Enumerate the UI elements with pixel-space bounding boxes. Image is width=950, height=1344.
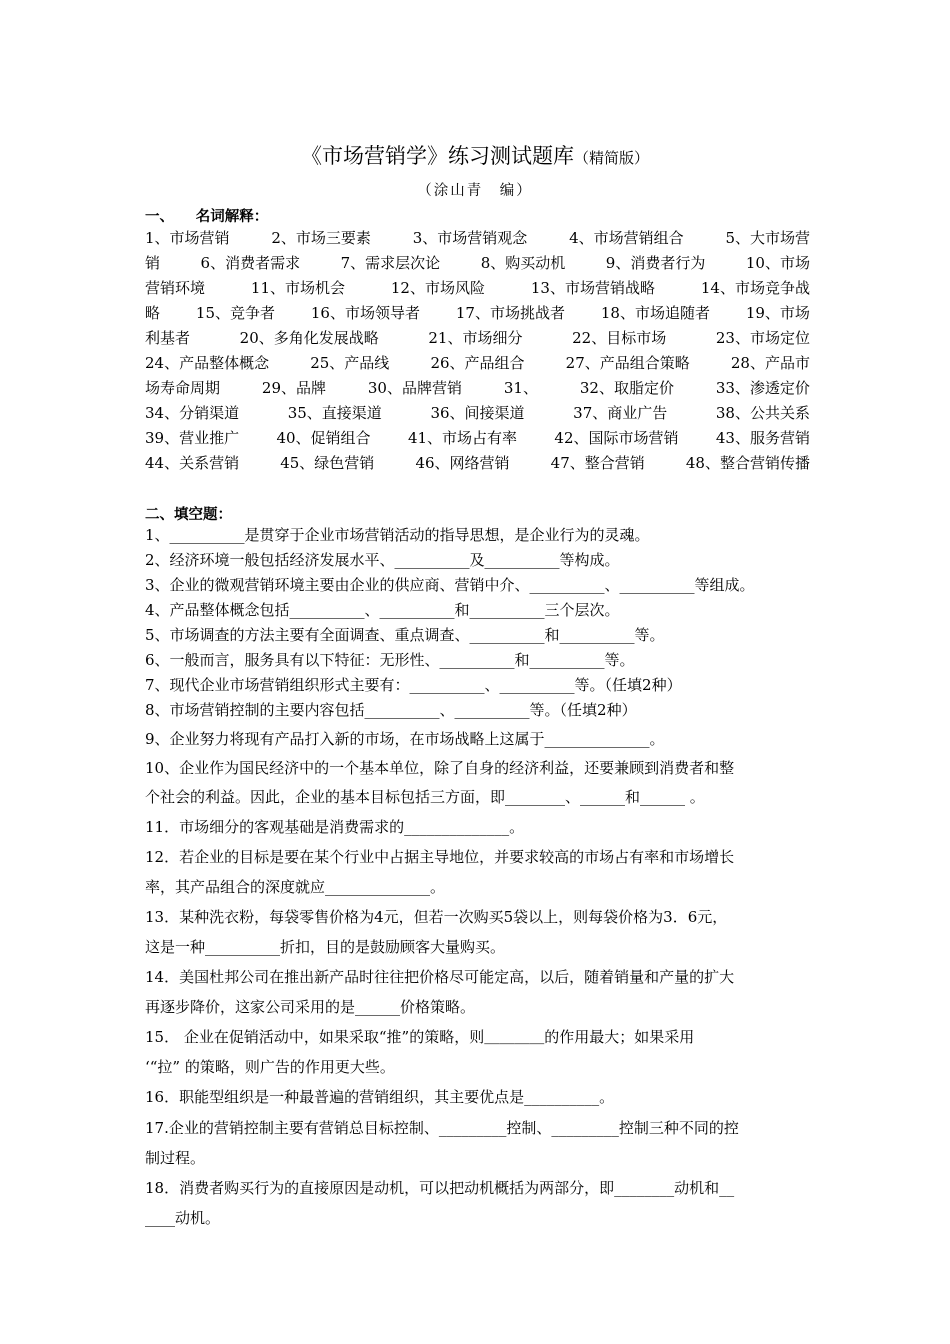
term-item: 11、市场机会 bbox=[250, 279, 345, 297]
fill-question-line: 5、市场调查的方法主要有全面调查、重点调查、__________和__________等。 bbox=[145, 626, 665, 644]
term-item: 销 bbox=[145, 254, 161, 272]
term-row bbox=[145, 303, 810, 328]
term-item: 26、产品组合 bbox=[430, 354, 525, 372]
term-item: 1、市场营销 bbox=[145, 229, 230, 247]
term-item: 22、目标市场 bbox=[572, 329, 667, 347]
fill-question-line: 这是一种__________折扣，目的是鼓励顾客大量购买。 bbox=[145, 938, 506, 956]
author-line: （涂山青 编） bbox=[417, 183, 533, 199]
fill-question-line: 18．消费者购买行为的直接原因是动机，可以把动机概括为两部分，即________动机和__ bbox=[145, 1179, 735, 1197]
term-item: 10、市场 bbox=[745, 254, 810, 272]
term-item: 33、渗透定价 bbox=[715, 379, 810, 397]
fill-question-line: 2、经济环境一般包括经济发展水平、__________及__________等构成。 bbox=[145, 551, 620, 569]
section-heading-terms: 一、 名词解释： bbox=[145, 209, 269, 225]
fill-question-line: 3、企业的微观营销环境主要由企业的供应商、营销中介、__________、__________等组成。 bbox=[145, 576, 755, 594]
term-item: 44、关系营销 bbox=[145, 454, 240, 472]
term-item: 29、品牌 bbox=[261, 379, 326, 397]
fill-question-line: 11．市场细分的客观基础是消费需求的______________。 bbox=[145, 818, 525, 836]
term-item: 3、市场营销观念 bbox=[412, 229, 528, 247]
term-item: 4、市场营销组合 bbox=[569, 229, 684, 247]
term-item: 6、消费者需求 bbox=[200, 254, 301, 272]
fill-question-line: ‘“拉” 的策略，则广告的作用更大些。 bbox=[145, 1058, 395, 1076]
term-item: 43、服务营销 bbox=[715, 429, 810, 447]
term-item: 21、市场细分 bbox=[428, 329, 523, 347]
term-item: 8、购买动机 bbox=[480, 254, 566, 272]
term-item: 24、产品整体概念 bbox=[145, 354, 270, 372]
term-item: 41、市场占有率 bbox=[407, 429, 518, 447]
term-row bbox=[145, 228, 810, 253]
term-row bbox=[145, 328, 810, 353]
term-item: 34、分销渠道 bbox=[145, 404, 240, 422]
term-item: 17、市场挑战者 bbox=[455, 304, 565, 322]
term-row bbox=[145, 453, 810, 478]
term-item: 30、品牌营销 bbox=[367, 379, 462, 397]
term-item: 32、取脂定价 bbox=[579, 379, 674, 397]
term-item: 利基者 bbox=[145, 329, 191, 347]
term-item: 42、国际市场营销 bbox=[554, 429, 679, 447]
term-row bbox=[145, 353, 810, 378]
term-item: 28、产品市 bbox=[730, 354, 810, 372]
term-item: 营销环境 bbox=[145, 279, 206, 297]
term-item: 7、需求层次论 bbox=[340, 254, 441, 272]
term-item: 略 bbox=[145, 304, 161, 322]
document-title bbox=[0, 140, 950, 170]
fill-question-line: 10、企业作为国民经济中的一个基本单位，除了自身的经济利益，还要兼顾到消费者和整 bbox=[145, 759, 735, 777]
fill-question-line: 率，其产品组合的深度就应______________。 bbox=[145, 878, 446, 896]
term-row bbox=[145, 253, 810, 278]
fill-question-line: 16．职能型组织是一种最普遍的营销组织，其主要优点是__________。 bbox=[145, 1088, 615, 1106]
fill-question-line: 7、现代企业市场营销组织形式主要有：__________、__________等。（任填2种） bbox=[145, 676, 682, 694]
term-item: 23、市场定位 bbox=[715, 329, 810, 347]
term-item: 16、市场领导者 bbox=[310, 304, 420, 322]
term-item: 40、促销组合 bbox=[276, 429, 371, 447]
term-item: 39、营业推广 bbox=[145, 429, 240, 447]
fill-question-line: 制过程。 bbox=[145, 1149, 206, 1167]
term-item: 47、整合营销 bbox=[550, 454, 645, 472]
term-item: 19、市场 bbox=[745, 304, 810, 322]
term-item: 48、整合营销传播 bbox=[685, 454, 810, 472]
term-item: 31、 bbox=[503, 379, 538, 397]
term-item: 5、大市场营 bbox=[725, 229, 810, 247]
term-row bbox=[145, 428, 810, 453]
fill-question-line: ____动机。 bbox=[145, 1209, 221, 1227]
fill-question-line: 15． 企业在促销活动中，如果采取“推”的策略，则＿＿＿＿的作用最大；如果采用 bbox=[145, 1028, 695, 1046]
title-sub: （精简版） bbox=[573, 149, 649, 167]
term-item: 9、消费者行为 bbox=[605, 254, 706, 272]
fill-blank-list bbox=[145, 525, 825, 1238]
term-item: 38、公共关系 bbox=[715, 404, 810, 422]
fill-question-line: 12．若企业的目标是要在某个行业中占据主导地位，并要求较高的市场占有率和市场增长 bbox=[145, 848, 735, 866]
term-item: 场寿命周期 bbox=[145, 379, 221, 397]
term-item: 15、竞争者 bbox=[195, 304, 275, 322]
term-item: 37、商业广告 bbox=[573, 404, 668, 422]
term-item: 36、间接渠道 bbox=[430, 404, 525, 422]
fill-question-line: 8、市场营销控制的主要内容包括__________、__________等。（任填2种） bbox=[145, 701, 637, 719]
fill-question-line: 个社会的利益。因此，企业的基本目标包括三方面，即________、______和______ 。 bbox=[145, 788, 705, 806]
fill-question-line: 14．美国杜邦公司在推出新产品时往往把价格尽可能定高，以后，随着销量和产量的扩大 bbox=[145, 968, 735, 986]
fill-question-line: 17.企业的营销控制主要有营销总目标控制、_________控制、_________控制三种不同的控 bbox=[145, 1119, 739, 1137]
term-row bbox=[145, 403, 810, 428]
fill-question-line: 13．某种洗衣粉，每袋零售价格为4元，但若一次购买5袋以上，则每袋价格为3．6元， bbox=[145, 908, 728, 926]
fill-question-line: 再逐步降价，这家公司采用的是______价格策略。 bbox=[145, 998, 476, 1016]
term-item: 14、市场竞争战 bbox=[700, 279, 810, 297]
fill-question-line: 6、一般而言，服务具有以下特征：无形性、__________和__________等。 bbox=[145, 651, 635, 669]
term-row bbox=[145, 278, 810, 303]
term-item: 45、绿色营销 bbox=[280, 454, 375, 472]
term-item: 12、市场风险 bbox=[390, 279, 485, 297]
term-item: 46、网络营销 bbox=[415, 454, 510, 472]
fill-question-line: 4、产品整体概念包括__________、__________和__________三个层次。 bbox=[145, 601, 620, 619]
term-item: 27、产品组合策略 bbox=[565, 354, 690, 372]
section-heading-fill: 二、填空题： bbox=[145, 507, 232, 523]
term-item: 18、市场追随者 bbox=[600, 304, 710, 322]
fill-question-line: 9、企业努力将现有产品打入新的市场，在市场战略上这属于______________。 bbox=[145, 730, 665, 748]
term-list bbox=[145, 228, 810, 478]
term-item: 25、产品线 bbox=[310, 354, 390, 372]
term-item: 13、市场营销战略 bbox=[530, 279, 655, 297]
title-main: 《市场营销学》练习测试题库 bbox=[300, 144, 574, 168]
term-item: 2、市场三要素 bbox=[271, 229, 371, 247]
term-item: 35、直接渠道 bbox=[287, 404, 382, 422]
fill-question-line: 1、__________是贯穿于企业市场营销活动的指导思想，是企业行为的灵魂。 bbox=[145, 526, 650, 544]
term-row bbox=[145, 378, 810, 403]
term-item: 20、多角化发展战略 bbox=[239, 329, 379, 347]
